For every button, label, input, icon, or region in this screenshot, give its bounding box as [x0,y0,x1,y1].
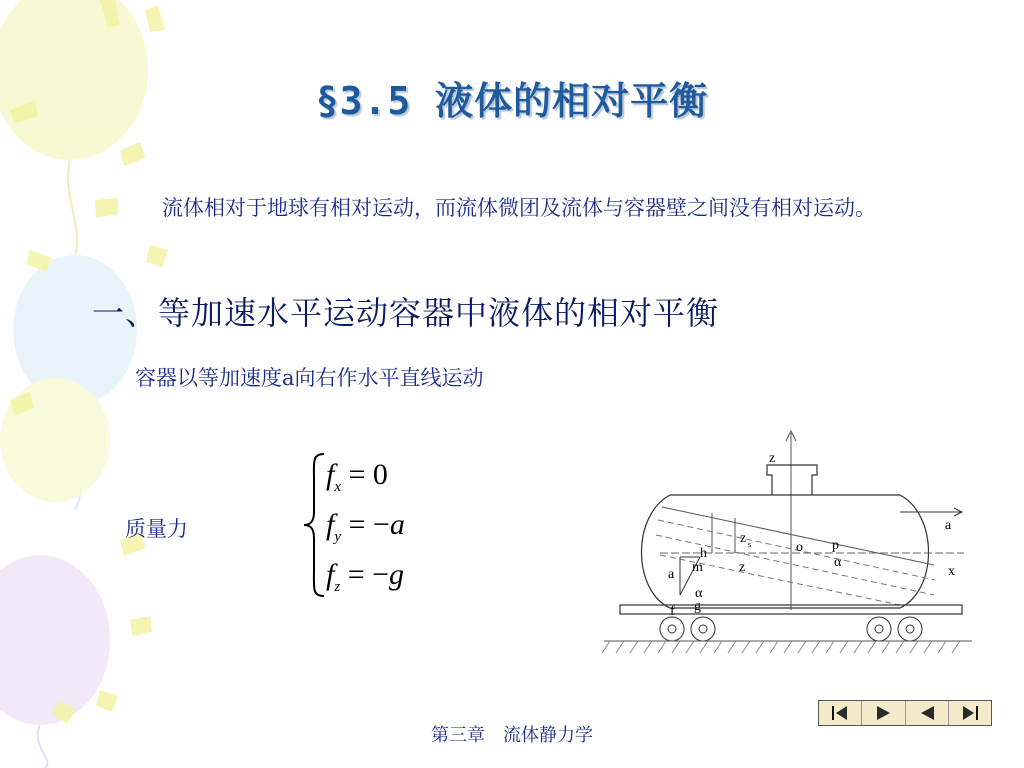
wheel-4 [898,617,922,641]
yellow-balloon-mid [0,378,110,502]
equation-fx: $f_x = 0$ [326,458,388,495]
ground-hatching [602,641,960,653]
intro-paragraph [104,192,894,224]
point-p-label: p [832,538,839,553]
zs-subscript: s [748,540,752,549]
first-icon [830,705,850,721]
mass-force-label: 质量力 [125,517,188,541]
alpha-angle-low: α [695,586,703,601]
origin-label: o [796,540,803,555]
acceleration-label: a [945,518,952,533]
purple-balloon [0,555,110,725]
section-heading: 一、等加速水平运动容器中液体的相对平衡 [92,294,720,332]
next-icon [873,705,893,721]
previous-icon [917,705,937,721]
chapter-footer: 第三章 流体静力学 [431,725,593,746]
wheel-1 [660,617,684,641]
x-axis-label: x [948,564,955,579]
equation-fy: $f_y = -a$ [326,508,405,545]
tank-car-diagram [600,425,980,660]
depth-h-label: h [700,546,707,561]
slide-title: §3.5 液体的相对平衡 [315,79,709,123]
motion-description: 容器以等加速度a向右作水平直线运动 [135,366,484,390]
point-m-label: m [692,560,703,575]
force-f-label: f [670,604,675,619]
z-axis-label: z [769,451,776,466]
intro-text: 流体相对于地球有相对运动，而流体微团及流体与容器壁之间没有相对运动。 [162,196,876,220]
zs-label: z [740,531,747,546]
wheel-2 [691,617,715,641]
z-coordinate-label: z [739,560,746,575]
wheel-3 [867,617,891,641]
last-icon [960,705,980,721]
inertial-a-label: a [668,567,675,582]
alpha-angle-right: α [834,555,842,570]
tank-dome [767,465,817,495]
equation-fz: $f_z = -g$ [326,558,405,595]
gravity-g-label: g [694,599,701,614]
